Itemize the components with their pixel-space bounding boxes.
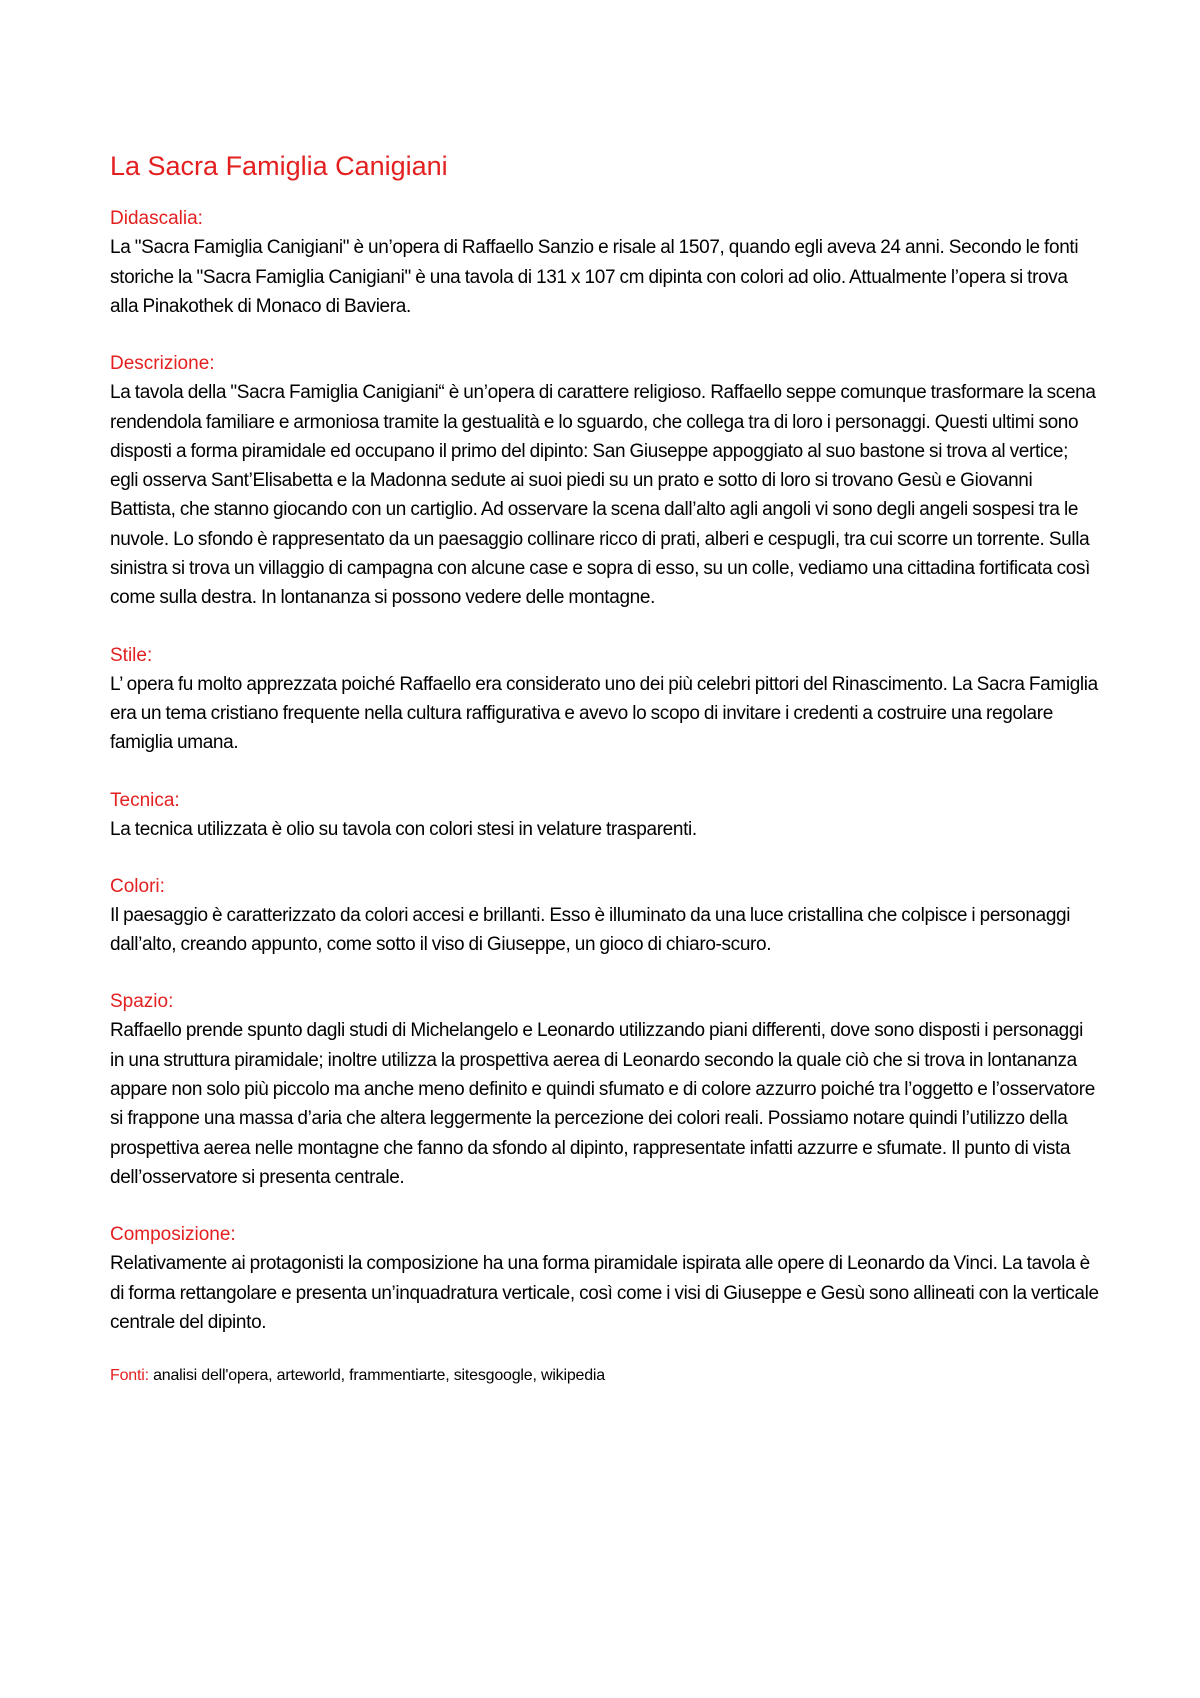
section-composizione [110, 1220, 1100, 1337]
section-text: Relativamente ai protagonisti la composizione ha una forma piramidale ispirata alle opere di Leonardo da Vinci. La tavola è di forma rettangolare e presenta un’inquadratura verticale, così come i visi di Giuseppe e Gesù sono allineati con la verticale centrale del dipinto. [110, 1253, 1099, 1333]
section-text: La tavola della "Sacra Famiglia Canigiani“ è un’opera di carattere religioso. Raffaello seppe comunque trasformare la scena rendendola familiare e armoniosa tramite la gestualità e lo sguardo, che collega tra di loro i personaggi. Questi ultimi sono disposti a forma piramidale ed occupano il primo del dipinto: San Giuseppe appoggiato al suo bastone si trova al vertice; egli osserva Sant’Elisabetta e la Madonna sedute ai suoi piedi su un prato e sotto di loro si trovano Gesù e Giovanni Battista, che stanno giocando con un cartiglio. Ad osservare la scena dall’alto agli angoli vi sono degli angeli sospesi tra le nuvole. Lo sfondo è rappresentato da un paesaggio collinare ricco di prati, alberi e cespugli, tra cui scorre un torrente. Sulla sinistra si trova un villaggio di campagna con alcune case e sopra di esso, su un colle, vediamo una cittadina fortificata così come sulla destra. In lontananza si possono vedere delle montagne. [110, 382, 1096, 609]
section-stile [110, 641, 1100, 758]
section-heading: Spazio: [110, 991, 174, 1013]
document-content [110, 150, 1100, 1387]
sources-label: Fonti: [110, 1367, 149, 1385]
section-text: La "Sacra Famiglia Canigiani" è un’opera di Raffaello Sanzio e risale al 1507, quando egli aveva 24 anni. Secondo le fonti storiche la "Sacra Famiglia Canigiani" è una tavola di 131 x 107 cm dipinta con colori ad olio. Attualmente l’opera si trova alla Pinakothek di Monaco di Baviera. [110, 237, 1079, 317]
section-text: L’ opera fu molto apprezzata poiché Raffaello era considerato uno dei più celebri pittori del Rinascimento. La Sacra Famiglia era un tema cristiano frequente nella cultura raffigurativa e avevo lo scopo di invitare i credenti a costruire una regolare famiglia umana. [110, 673, 1098, 754]
section-text: Il paesaggio è caratterizzato da colori accesi e brillanti. Esso è illuminato da una luce cristallina che colpisce i personaggi dall’alto, creando appunto, come sotto il viso di Giuseppe, un gioco di chiaro-scuro. [110, 904, 1071, 956]
section-colori [110, 872, 1100, 960]
section-text: La tecnica utilizzata è olio su tavola con colori stesi in velature trasparenti. [110, 818, 697, 840]
section-heading: Descrizione: [110, 353, 215, 375]
section-heading: Didascalia: [110, 208, 203, 230]
section-heading: Tecnica: [110, 789, 180, 811]
sources-list: analisi dell'opera, arteworld, frammentiarte, sitesgoogle, wikipedia [148, 1367, 605, 1385]
sources-line [110, 1365, 1100, 1387]
section-tecnica [110, 786, 1100, 844]
section-heading: Stile: [110, 644, 153, 666]
section-descrizione [110, 349, 1100, 612]
section-heading: Composizione: [110, 1224, 236, 1246]
section-text: Raffaello prende spunto dagli studi di Michelangelo e Leonardo utilizzando piani differenti, dove sono disposti i personaggi in una struttura piramidale; inoltre utilizza la prospettiva aerea di Leonardo secondo la quale ciò che si trova in lontananza appare non solo più piccolo ma anche meno definito e quindi sfumato e di colore azzurro poiché tra l’oggetto e l’osservatore si frappone una massa d’aria che altera leggermente la percezione dei colori reali. Possiamo notare quindi l’utilizzo della prospettiva aerea nelle montagne che fanno da sfondo al dipinto, rappresentate infatti azzurre e sfumate. Il punto di vista dell’osservatore si presenta centrale. [110, 1020, 1095, 1188]
section-spazio [110, 987, 1100, 1192]
section-heading: Colori: [110, 875, 165, 897]
section-didascalia [110, 204, 1100, 321]
document-title: La Sacra Famiglia Canigiani [110, 151, 448, 181]
